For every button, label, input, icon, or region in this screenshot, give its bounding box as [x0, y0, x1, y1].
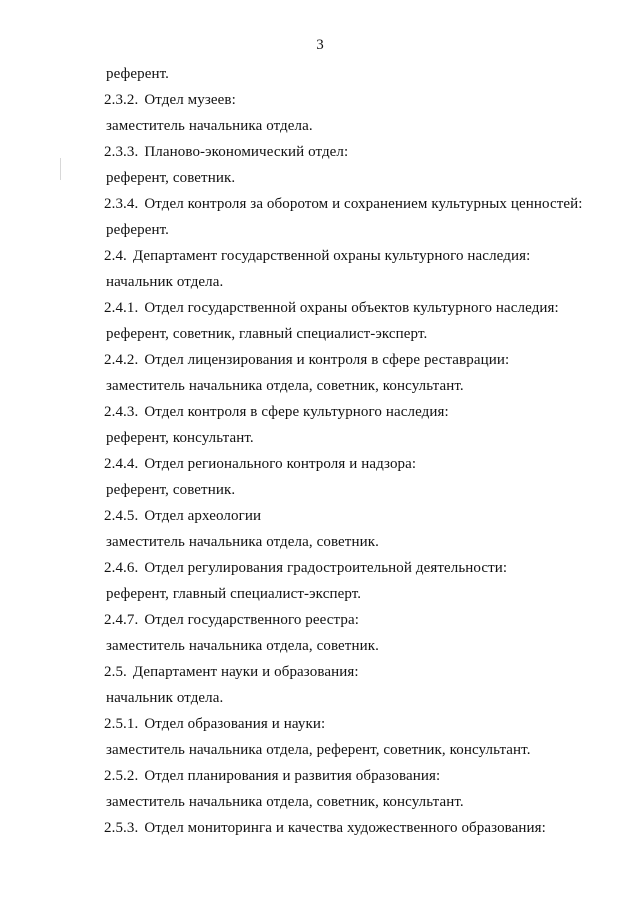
section-number: 2.4.3. [104, 404, 139, 420]
section-heading-line [0, 561, 640, 587]
section-detail-line [0, 743, 640, 769]
section-number: 2.4.2. [104, 352, 139, 368]
section-number: 2.4. [104, 248, 127, 264]
line-text: Отдел музеев: [144, 92, 236, 108]
section-detail-line [0, 67, 640, 93]
line-text: Отдел государственного реестра: [144, 612, 359, 628]
section-detail-line [0, 171, 640, 197]
section-heading-line [0, 717, 640, 743]
line-text: референт. [106, 222, 169, 238]
line-text: Отдел археологии [144, 508, 262, 524]
line-text: референт, главный специалист-эксперт. [106, 586, 362, 602]
section-heading-line [0, 665, 640, 691]
section-number: 2.5.1. [104, 716, 139, 732]
section-heading-line [0, 457, 640, 483]
document-body [0, 67, 640, 847]
section-number: 2.5. [104, 664, 127, 680]
section-detail-line [0, 535, 640, 561]
section-number: 2.4.6. [104, 560, 139, 576]
section-heading-line [0, 613, 640, 639]
section-number: 2.4.5. [104, 508, 139, 524]
section-heading-line [0, 769, 640, 795]
line-text: заместитель начальника отдела, советник. [106, 534, 379, 550]
section-detail-line [0, 483, 640, 509]
section-heading-line [0, 145, 640, 171]
line-text: Отдел государственной охраны объектов культурного наследия: [144, 300, 559, 316]
line-text: референт, консультант. [106, 430, 254, 446]
line-text: Отдел мониторинга и качества художественного образования: [144, 820, 546, 836]
line-text: Отдел контроля за оборотом и сохранением культурных ценностей: [144, 196, 583, 212]
line-text: Отдел регионального контроля и надзора: [144, 456, 417, 472]
section-detail-line [0, 223, 640, 249]
section-number: 2.4.1. [104, 300, 139, 316]
section-number: 2.3.2. [104, 92, 139, 108]
line-text: референт, советник. [106, 170, 236, 186]
line-text: заместитель начальника отдела, советник, консультант. [106, 794, 464, 810]
section-heading-line [0, 509, 640, 535]
line-text: заместитель начальника отдела. [106, 118, 313, 134]
section-heading-line [0, 197, 640, 223]
section-detail-line [0, 327, 640, 353]
section-number: 2.5.3. [104, 820, 139, 836]
line-text: референт, советник. [106, 482, 236, 498]
section-heading-line [0, 301, 640, 327]
section-detail-line [0, 639, 640, 665]
line-text: Планово-экономический отдел: [144, 144, 349, 160]
line-text: Департамент науки и образования: [132, 664, 359, 680]
section-detail-line [0, 691, 640, 717]
line-text: Отдел контроля в сфере культурного наследия: [144, 404, 449, 420]
line-text: Отдел лицензирования и контроля в сфере реставрации: [144, 352, 510, 368]
line-text: заместитель начальника отдела, советник, консультант. [106, 378, 464, 394]
page-number: 3 [316, 37, 324, 53]
section-detail-line [0, 275, 640, 301]
section-heading-line [0, 821, 640, 847]
section-number: 2.4.7. [104, 612, 139, 628]
section-detail-line [0, 119, 640, 145]
section-detail-line [0, 379, 640, 405]
line-text: референт, советник, главный специалист-эксперт. [106, 326, 428, 342]
section-heading-line [0, 249, 640, 275]
line-text: Департамент государственной охраны культурного наследия: [132, 248, 531, 264]
line-text: Отдел планирования и развития образования: [144, 768, 441, 784]
line-text: заместитель начальника отдела, советник. [106, 638, 379, 654]
line-text: начальник отдела. [106, 690, 224, 706]
section-number: 2.3.4. [104, 196, 139, 212]
section-heading-line [0, 93, 640, 119]
line-text: Отдел регулирования градостроительной деятельности: [144, 560, 508, 576]
line-text: начальник отдела. [106, 274, 224, 290]
line-text: заместитель начальника отдела, референт, советник, консультант. [106, 742, 531, 758]
section-heading-line [0, 405, 640, 431]
section-number: 2.3.3. [104, 144, 139, 160]
line-text: референт. [106, 66, 169, 82]
section-detail-line [0, 587, 640, 613]
line-text: Отдел образования и науки: [144, 716, 326, 732]
section-number: 2.4.4. [104, 456, 139, 472]
section-detail-line [0, 795, 640, 821]
section-number: 2.5.2. [104, 768, 139, 784]
section-detail-line [0, 431, 640, 457]
section-heading-line [0, 353, 640, 379]
